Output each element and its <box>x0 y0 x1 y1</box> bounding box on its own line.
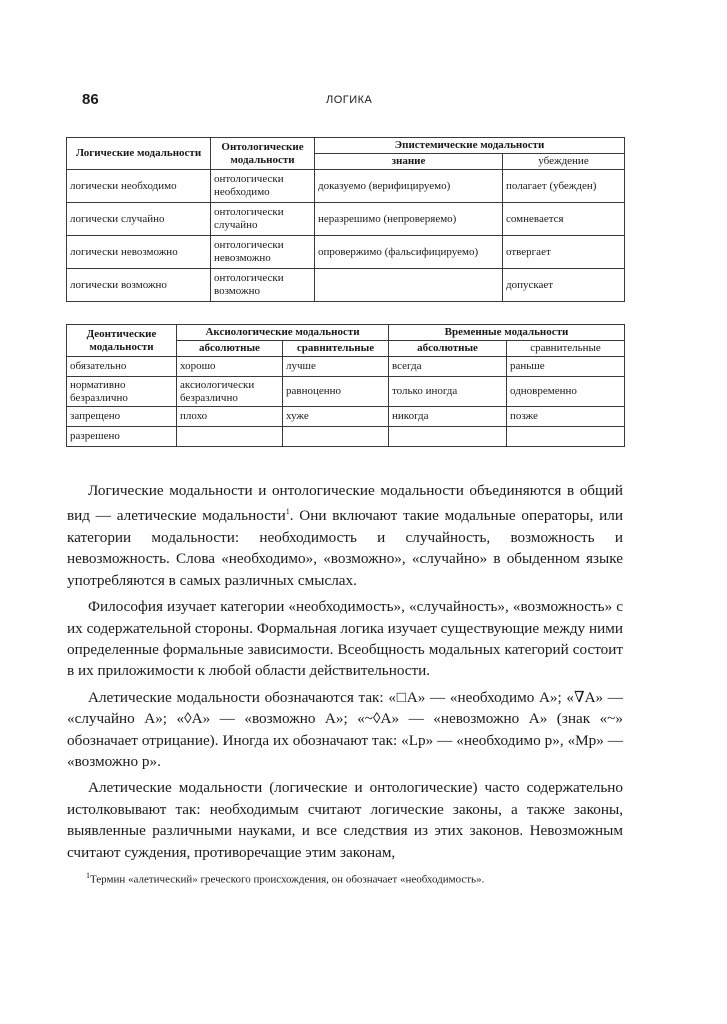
header-belief: убеждение <box>503 154 625 170</box>
table-cell: онтологически необходимо <box>211 170 315 203</box>
table-cell: раньше <box>507 357 625 377</box>
paragraph-2: Философия изучает категории «необходимость», «случайность», «возможность» с их содержательной стороны. Формальная логика изучает существующие между ними определенные формальные зависимости. Всеобщность модальных категорий состоит в их приложимости к любой области действительности. <box>67 598 623 680</box>
header-comparative: сравнительные <box>283 341 389 357</box>
header-axiological: Аксиологические модальности <box>177 325 389 341</box>
table-cell <box>315 269 503 302</box>
header-absolute: абсолютные <box>177 341 283 357</box>
body-text <box>67 480 623 863</box>
footnote-text: Термин «алетический» греческого происхождения, он обозначает «необходимость». <box>90 873 485 886</box>
table-cell: позже <box>507 407 625 427</box>
table-row <box>67 407 625 427</box>
table-row <box>67 269 625 302</box>
footnote <box>86 871 484 886</box>
table-cell <box>389 427 507 447</box>
table-cell: одновременно <box>507 377 625 407</box>
header-epistemic: Эпистемические модальности <box>315 138 625 154</box>
running-title: ЛОГИКА <box>326 94 373 106</box>
header-absolute-temporal: абсолютные <box>389 341 507 357</box>
paragraph-4: Алетические модальности (логические и онтологические) часто содержательно истолковывают так: необходимым считают логические законы, а также законы, выявленные различными науками, и все следствия из этих законов. Невозможным считают суждения, противоречащие этим законам, <box>67 779 623 861</box>
header-deontic: Деонтические модальности <box>67 325 177 357</box>
table-cell: всегда <box>389 357 507 377</box>
table-cell: равноценно <box>283 377 389 407</box>
footnote-mark: 1 <box>86 871 90 880</box>
table-row <box>67 427 625 447</box>
table-cell: отвергает <box>503 236 625 269</box>
header-comparative-temporal: сравнительные <box>507 341 625 357</box>
table-cell: полагает (убежден) <box>503 170 625 203</box>
table-cell <box>177 427 283 447</box>
table-cell: доказуемо (верифицируемо) <box>315 170 503 203</box>
table-cell: обязательно <box>67 357 177 377</box>
table-cell: только иногда <box>389 377 507 407</box>
header-knowledge: знание <box>315 154 503 170</box>
table-cell: разрешено <box>67 427 177 447</box>
table-cell: логически необходимо <box>67 170 211 203</box>
table-cell: запрещено <box>67 407 177 427</box>
paragraph-3: Алетические модальности обозначаются так: «□A» — «необходимо A»; «∇A» — «случайно A»; «◊A» — «возможно A»; «~◊A» — «невозможно A» (знак «~» обозначает отрицание). Иногда их обозначают так: «Lp» — «необходимо p», «Mp» — «возможно p». <box>67 688 623 770</box>
table-cell: лучше <box>283 357 389 377</box>
table-cell: никогда <box>389 407 507 427</box>
table-cell: нормативно безразлично <box>67 377 177 407</box>
page-number: 86 <box>82 91 99 108</box>
modalities-table-1 <box>66 137 625 302</box>
table-cell: хуже <box>283 407 389 427</box>
table-cell: сомневается <box>503 203 625 236</box>
table-cell: логически невозможно <box>67 236 211 269</box>
footnote-ref: 1 <box>285 507 290 517</box>
table-row <box>67 377 625 407</box>
header-logical: Логические модальности <box>67 138 211 170</box>
table-cell: аксиологически безразлично <box>177 377 283 407</box>
table-cell <box>507 427 625 447</box>
header-ontological: Онтологические модальности <box>211 138 315 170</box>
table-cell: хорошо <box>177 357 283 377</box>
table-cell <box>283 427 389 447</box>
table-row <box>67 236 625 269</box>
table-cell: логически случайно <box>67 203 211 236</box>
table-row <box>67 357 625 377</box>
table-cell: допускает <box>503 269 625 302</box>
table-cell: логически возможно <box>67 269 211 302</box>
table-cell: опровержимо (фальсифицируемо) <box>315 236 503 269</box>
table-cell: неразрешимо (непроверяемо) <box>315 203 503 236</box>
paragraph-1: Логические модальности и онтологические модальности объединяются в общий вид — алетические модальности$^1$. Они включают такие модальные операторы, или категории модальности: необходимость и случайность, возможность и невозможность. Слова «необходимо», «возможно», «случайно» в обыденном языке употребляются в самых различных смыслах. <box>67 482 623 589</box>
table-cell: онтологически случайно <box>211 203 315 236</box>
table-cell: онтологически невозможно <box>211 236 315 269</box>
table-cell: онтологически возможно <box>211 269 315 302</box>
modalities-table-2 <box>66 324 625 447</box>
table-row <box>67 170 625 203</box>
header-temporal: Временные модальности <box>389 325 625 341</box>
table-row <box>67 203 625 236</box>
table-cell: плохо <box>177 407 283 427</box>
